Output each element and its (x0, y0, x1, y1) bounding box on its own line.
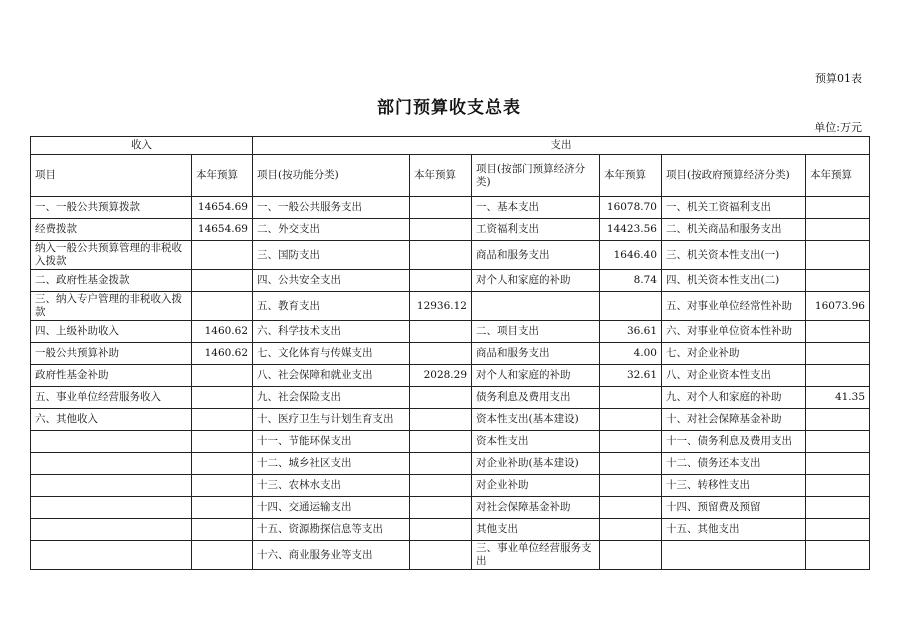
item-cell: 五、事业单位经营服务收入 (31, 387, 192, 409)
column-header: 项目(按功能分类) (253, 155, 410, 197)
item-cell: 资本性支出(基本建设) (472, 409, 600, 431)
amount-cell (600, 453, 662, 475)
amount-cell (600, 497, 662, 519)
amount-cell (410, 241, 472, 270)
amount-cell (600, 541, 662, 570)
amount-cell (806, 197, 870, 219)
amount-cell (192, 387, 253, 409)
item-cell: 五、教育支出 (253, 292, 410, 321)
amount-cell (600, 387, 662, 409)
item-cell: 三、机关资本性支出(一) (662, 241, 806, 270)
table-row (31, 387, 870, 409)
amount-cell (410, 497, 472, 519)
item-cell: 二、外交支出 (253, 219, 410, 241)
amount-cell: 16073.96 (806, 292, 870, 321)
item-cell (31, 497, 192, 519)
amount-cell: 1460.62 (192, 321, 253, 343)
item-cell: 一般公共预算补助 (31, 343, 192, 365)
amount-cell: 12936.12 (410, 292, 472, 321)
amount-cell: 14423.56 (600, 219, 662, 241)
item-cell: 十二、城乡社区支出 (253, 453, 410, 475)
item-cell: 十五、其他支出 (662, 519, 806, 541)
amount-cell (806, 219, 870, 241)
amount-cell (192, 270, 253, 292)
table-row (31, 343, 870, 365)
column-header: 本年预算 (410, 155, 472, 197)
amount-cell (192, 475, 253, 497)
column-header: 本年预算 (806, 155, 870, 197)
item-cell: 三、事业单位经营服务支出 (472, 541, 600, 570)
item-cell: 对个人和家庭的补助 (472, 365, 600, 387)
table-row (31, 519, 870, 541)
item-cell: 三、纳入专户管理的非税收入拨款 (31, 292, 192, 321)
income-group-header: 收入 (31, 137, 253, 155)
item-cell: 九、对个人和家庭的补助 (662, 387, 806, 409)
table-row (31, 197, 870, 219)
amount-cell (806, 270, 870, 292)
amount-cell (806, 343, 870, 365)
amount-cell (806, 241, 870, 270)
item-cell: 一、基本支出 (472, 197, 600, 219)
amount-cell: 36.61 (600, 321, 662, 343)
item-cell (472, 292, 600, 321)
table-row (31, 541, 870, 570)
amount-cell (410, 475, 472, 497)
item-cell: 纳入一般公共预算管理的非税收入拨款 (31, 241, 192, 270)
amount-cell (806, 519, 870, 541)
amount-cell (410, 387, 472, 409)
group-header-row (31, 137, 870, 155)
table-row (31, 321, 870, 343)
item-cell (31, 541, 192, 570)
item-cell (31, 453, 192, 475)
item-cell: 二、政府性基金拨款 (31, 270, 192, 292)
amount-cell (192, 497, 253, 519)
item-cell: 一、机关工资福利支出 (662, 197, 806, 219)
amount-cell: 14654.69 (192, 197, 253, 219)
table-row (31, 497, 870, 519)
table-row (31, 241, 870, 270)
item-cell: 四、上级补助收入 (31, 321, 192, 343)
item-cell: 十、对社会保障基金补助 (662, 409, 806, 431)
item-cell: 对社会保障基金补助 (472, 497, 600, 519)
item-cell: 八、社会保障和就业支出 (253, 365, 410, 387)
item-cell: 六、对事业单位资本性补助 (662, 321, 806, 343)
item-cell: 十一、债务利息及费用支出 (662, 431, 806, 453)
unit-label: 单位:万元 (814, 121, 862, 134)
amount-cell (192, 241, 253, 270)
table-row (31, 431, 870, 453)
column-header: 项目(按政府预算经济分类) (662, 155, 806, 197)
table-row (31, 475, 870, 497)
amount-cell (192, 519, 253, 541)
amount-cell (410, 409, 472, 431)
amount-cell (806, 321, 870, 343)
item-cell: 二、项目支出 (472, 321, 600, 343)
item-cell: 十、医疗卫生与计划生育支出 (253, 409, 410, 431)
item-cell: 经费拨款 (31, 219, 192, 241)
item-cell: 工资福利支出 (472, 219, 600, 241)
item-cell: 一、一般公共服务支出 (253, 197, 410, 219)
amount-cell: 32.61 (600, 365, 662, 387)
item-cell: 十五、资源勘探信息等支出 (253, 519, 410, 541)
amount-cell (410, 343, 472, 365)
amount-cell: 1646.40 (600, 241, 662, 270)
item-cell (31, 431, 192, 453)
item-cell: 商品和服务支出 (472, 241, 600, 270)
table-row (31, 292, 870, 321)
amount-cell (192, 292, 253, 321)
expense-group-header: 支出 (253, 137, 870, 155)
amount-cell: 4.00 (600, 343, 662, 365)
item-cell: 十二、债务还本支出 (662, 453, 806, 475)
item-cell: 其他支出 (472, 519, 600, 541)
amount-cell (600, 431, 662, 453)
item-cell: 七、对企业补助 (662, 343, 806, 365)
item-cell: 六、科学技术支出 (253, 321, 410, 343)
column-header: 项目(按部门预算经济分类) (472, 155, 600, 197)
amount-cell: 2028.29 (410, 365, 472, 387)
amount-cell (192, 365, 253, 387)
item-cell: 十一、节能环保支出 (253, 431, 410, 453)
amount-cell (806, 409, 870, 431)
item-cell: 十六、商业服务业等支出 (253, 541, 410, 570)
item-cell: 五、对事业单位经常性补助 (662, 292, 806, 321)
amount-cell (192, 541, 253, 570)
page-title: 部门预算收支总表 (377, 98, 521, 118)
amount-cell (410, 270, 472, 292)
amount-cell (600, 475, 662, 497)
item-cell (31, 475, 192, 497)
item-cell: 十四、预留费及预留 (662, 497, 806, 519)
item-cell: 一、一般公共预算拨款 (31, 197, 192, 219)
item-cell: 对企业补助(基本建设) (472, 453, 600, 475)
amount-cell: 1460.62 (192, 343, 253, 365)
table-row (31, 270, 870, 292)
amount-cell (806, 541, 870, 570)
table-row (31, 453, 870, 475)
item-cell: 十三、农林水支出 (253, 475, 410, 497)
budget-summary-table (30, 136, 870, 570)
item-cell: 三、国防支出 (253, 241, 410, 270)
column-header-row (31, 155, 870, 197)
column-header: 本年预算 (600, 155, 662, 197)
table-row (31, 409, 870, 431)
amount-cell (410, 321, 472, 343)
item-cell: 商品和服务支出 (472, 343, 600, 365)
item-cell: 债务利息及费用支出 (472, 387, 600, 409)
item-cell: 十三、转移性支出 (662, 475, 806, 497)
amount-cell (192, 431, 253, 453)
amount-cell: 41.35 (806, 387, 870, 409)
amount-cell: 8.74 (600, 270, 662, 292)
item-cell: 二、机关商品和服务支出 (662, 219, 806, 241)
item-cell: 十四、交通运输支出 (253, 497, 410, 519)
item-cell: 九、社会保险支出 (253, 387, 410, 409)
amount-cell (410, 431, 472, 453)
column-header: 本年预算 (192, 155, 253, 197)
table-row (31, 365, 870, 387)
amount-cell (806, 453, 870, 475)
item-cell: 政府性基金补助 (31, 365, 192, 387)
item-cell: 六、其他收入 (31, 409, 192, 431)
amount-cell (600, 409, 662, 431)
item-cell: 对企业补助 (472, 475, 600, 497)
amount-cell (806, 365, 870, 387)
amount-cell (410, 219, 472, 241)
amount-cell (806, 431, 870, 453)
amount-cell (806, 475, 870, 497)
item-cell: 七、文化体育与传媒支出 (253, 343, 410, 365)
item-cell: 资本性支出 (472, 431, 600, 453)
form-number: 预算01表 (815, 72, 862, 85)
amount-cell (410, 453, 472, 475)
amount-cell (192, 409, 253, 431)
amount-cell (600, 292, 662, 321)
item-cell: 对个人和家庭的补助 (472, 270, 600, 292)
amount-cell (600, 519, 662, 541)
item-cell: 四、机关资本性支出(二) (662, 270, 806, 292)
item-cell: 八、对企业资本性支出 (662, 365, 806, 387)
amount-cell (410, 541, 472, 570)
amount-cell (410, 519, 472, 541)
amount-cell (410, 197, 472, 219)
item-cell (31, 519, 192, 541)
amount-cell (192, 453, 253, 475)
amount-cell (806, 497, 870, 519)
amount-cell: 14654.69 (192, 219, 253, 241)
amount-cell: 16078.70 (600, 197, 662, 219)
table-row (31, 219, 870, 241)
item-cell (662, 541, 806, 570)
column-header: 项目 (31, 155, 192, 197)
item-cell: 四、公共安全支出 (253, 270, 410, 292)
